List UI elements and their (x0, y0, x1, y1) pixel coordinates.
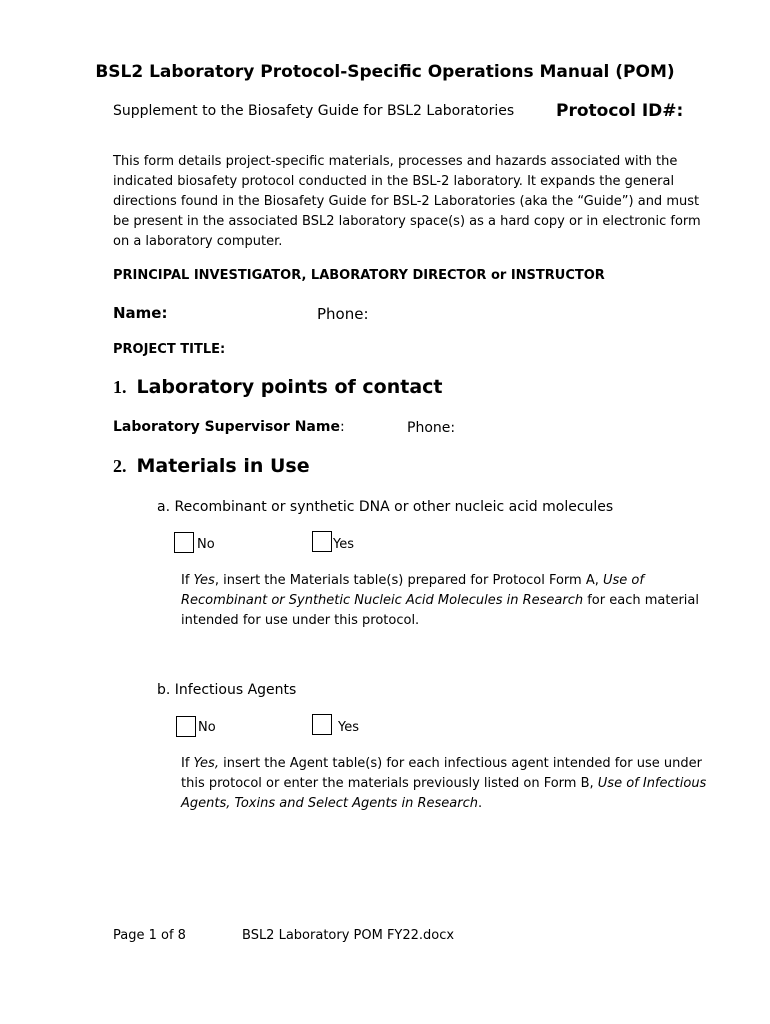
item-b-no-checkbox[interactable] (176, 716, 196, 737)
item-b-line-1 (181, 754, 702, 774)
pi-name-label: Name: (113, 304, 168, 322)
item-b-yes-label: Yes (338, 720, 359, 735)
supervisor-name-colon: : (339, 419, 345, 435)
text-run: . (477, 796, 483, 811)
intro-paragraph (113, 152, 701, 252)
item-b-label: b. Infectious Agents (157, 682, 297, 698)
intro-line: This form details project-specific materials, processes and hazards associated with the (113, 154, 678, 169)
text-run: insert the Agent table(s) for each infectious agent intended for use under (218, 756, 702, 771)
item-b-line-2 (181, 774, 707, 794)
item-a-instructions (181, 571, 699, 631)
section-2-title: Materials in Use (136, 455, 310, 477)
document-title: BSL2 Laboratory Protocol-Specific Operations Manual (POM) (95, 62, 675, 82)
item-a-no-checkbox[interactable] (174, 532, 194, 553)
section-1-title: Laboratory points of contact (136, 376, 443, 398)
item-b-line-3 (181, 794, 691, 814)
text-run: If (181, 756, 194, 771)
text-run-italic: Use of (603, 573, 644, 588)
text-run: , insert the Materials table(s) prepared for Protocol Form A, (214, 573, 603, 588)
item-a-line-3 (181, 611, 691, 631)
text-run-italic: Yes, (193, 756, 219, 771)
footer-filename: BSL2 Laboratory POM FY22.docx (242, 928, 455, 943)
text-run: If (181, 573, 194, 588)
item-a-line-1 (181, 571, 691, 591)
project-title-label: PROJECT TITLE: (113, 342, 226, 357)
intro-line: be present in the associated BSL2 laboratory space(s) as a hard copy or in electronic form (113, 214, 701, 229)
intro-line: indicated biosafety protocol conducted in the BSL-2 laboratory. It expands the general (113, 174, 675, 189)
item-a-yes-checkbox[interactable] (312, 531, 332, 552)
item-b-no-label: No (198, 720, 216, 735)
item-a-yes-label: Yes (333, 537, 354, 552)
item-b-instructions (181, 754, 707, 814)
text-run: for each material (583, 593, 699, 608)
section-1-heading (113, 376, 443, 398)
section-1-number: 1. (113, 377, 127, 397)
text-run: this protocol or enter the materials previously listed on Form B, (181, 776, 598, 791)
intro-line: on a laboratory computer. (113, 234, 283, 249)
item-a-label: a. Recombinant or synthetic DNA or other nucleic acid molecules (157, 499, 614, 515)
supervisor-name-label (113, 419, 345, 435)
pi-phone-label: Phone: (317, 305, 369, 323)
intro-line: directions found in the Biosafety Guide for BSL-2 Laboratories (aka the “Guide”) and must (113, 194, 700, 209)
supervisor-name-text: Laboratory Supervisor Name (113, 419, 340, 435)
text-run-italic: Use of Infectious (597, 776, 707, 791)
item-a-line-2 (181, 591, 699, 611)
text-run-italic: Recombinant or Synthetic Nucleic Acid Molecules in Research (181, 593, 584, 608)
protocol-id-label: Protocol ID#: (556, 101, 684, 121)
text-run-italic: Yes (193, 573, 215, 588)
pi-heading: PRINCIPAL INVESTIGATOR, LABORATORY DIRECTOR or INSTRUCTOR (113, 268, 605, 283)
text-run: intended for use under this protocol. (181, 613, 420, 628)
item-a-no-label: No (197, 537, 215, 552)
footer-page-number: Page 1 of 8 (113, 928, 186, 943)
supervisor-phone-label: Phone: (407, 420, 456, 436)
section-2-heading (113, 455, 310, 477)
section-2-number: 2. (113, 456, 127, 476)
text-run-italic: Agents, Toxins and Select Agents in Research (181, 796, 478, 811)
item-b-yes-checkbox[interactable] (312, 714, 332, 735)
document-subtitle: Supplement to the Biosafety Guide for BSL2 Laboratories (113, 103, 515, 119)
